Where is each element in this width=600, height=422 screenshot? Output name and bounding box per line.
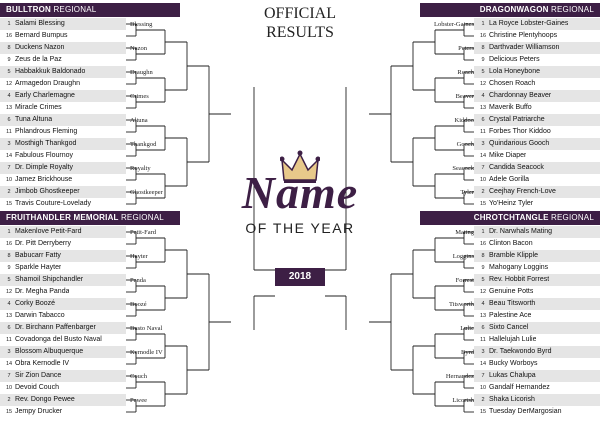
entry-name: Sixto Cancel xyxy=(489,324,529,331)
entry-seed: 2 xyxy=(481,189,485,195)
round1-winner: Tyler xyxy=(460,189,474,196)
round1-winner: Beaver xyxy=(455,93,474,100)
entry-name: Jamez Brickhouse xyxy=(15,176,73,183)
entry-name: Beau Titsworth xyxy=(489,300,536,307)
entry-name: Genuine Potts xyxy=(489,288,534,295)
entry-name: Sparkle Hayter xyxy=(15,264,62,271)
round1-winner: Ghostkeeper xyxy=(130,189,163,196)
entry-name: Tuna Altuna xyxy=(15,116,53,123)
entry-seed: 1 xyxy=(481,21,485,27)
round1-winner: Loggins xyxy=(452,253,474,260)
entry-name: Mosthigh Thankgod xyxy=(15,140,77,147)
entry-row xyxy=(0,54,126,66)
entry-row xyxy=(0,42,126,54)
round1-winner: Busto Naval xyxy=(130,325,163,332)
entry-seed: 1 xyxy=(7,21,11,27)
entry-row xyxy=(474,18,600,30)
entry-row xyxy=(0,226,126,238)
round1-winner: Gooch xyxy=(456,141,474,148)
entry-row xyxy=(0,150,126,162)
entry-row xyxy=(474,198,600,210)
round1-winner: Thankgod xyxy=(130,141,157,148)
entry-row xyxy=(0,162,126,174)
entry-name: Yo'Heinz Tyler xyxy=(489,200,534,207)
entry-seed: 15 xyxy=(5,409,13,415)
round1-winner: Seacock xyxy=(452,165,474,172)
region-header-chrotchtangle xyxy=(420,211,600,225)
entry-row xyxy=(0,174,126,186)
entry-row xyxy=(474,370,600,382)
entry-seed: 12 xyxy=(479,289,487,295)
round1-winner: Royalty xyxy=(130,165,151,172)
entry-seed: 6 xyxy=(7,325,11,331)
region-name: BULLTRON xyxy=(6,5,51,14)
entry-seed: 4 xyxy=(481,93,485,99)
entry-row xyxy=(474,286,600,298)
entry-row xyxy=(0,66,126,78)
entry-name: Dr. Pitt Derryberry xyxy=(15,240,72,247)
entry-row xyxy=(474,186,600,198)
entry-seed: 7 xyxy=(481,165,485,171)
entry-seed: 8 xyxy=(481,253,485,259)
round1-winner: Kernodle IV xyxy=(130,349,163,356)
entry-name: Forbes Thor Kiddoo xyxy=(489,128,551,135)
round1-winner: Titsworth xyxy=(448,301,474,308)
entry-row xyxy=(474,102,600,114)
round1-winner: Lulie xyxy=(460,325,474,332)
entry-row xyxy=(474,66,600,78)
entry-name: Rev. Hobbit Forrest xyxy=(489,276,550,283)
entry-seed: 16 xyxy=(479,241,487,247)
region-name: FRUITHANDLER MEMORIAL xyxy=(6,213,119,222)
entry-seed: 8 xyxy=(7,253,11,259)
entry-name: Gandalf Hernandez xyxy=(489,384,550,391)
entry-row xyxy=(0,114,126,126)
entry-seed: 16 xyxy=(5,33,13,39)
entry-row xyxy=(474,238,600,250)
entry-row xyxy=(0,358,126,370)
entry-seed: 3 xyxy=(481,349,485,355)
entry-seed: 6 xyxy=(481,117,485,123)
entry-seed: 13 xyxy=(479,313,487,319)
title-line-2: RESULTS xyxy=(266,24,334,41)
entry-name: Armagedon Draughn xyxy=(15,80,80,87)
entry-row xyxy=(0,298,126,310)
entry-row xyxy=(474,406,600,418)
entry-name: Tuesday DerMargosian xyxy=(489,408,562,415)
entry-name: Babucarr Fatty xyxy=(15,252,61,259)
entry-row xyxy=(0,334,126,346)
entry-row xyxy=(474,78,600,90)
entry-row xyxy=(474,54,600,66)
round1-winner: Nazon xyxy=(130,45,147,52)
entry-seed: 12 xyxy=(5,289,13,295)
round1-winner: Kiddoo xyxy=(454,117,474,124)
entry-name: Jimbob Ghostkeeper xyxy=(15,188,80,195)
entry-name: La Royce Lobster-Gaines xyxy=(489,20,569,27)
entry-name: Phlandrous Fleming xyxy=(15,128,78,135)
entry-row xyxy=(0,370,126,382)
entry-name: Travis Couture-Lovelady xyxy=(15,200,91,207)
entry-seed: 15 xyxy=(479,201,487,207)
entry-row xyxy=(0,138,126,150)
entry-name: Chardonnay Beaver xyxy=(489,92,552,99)
entry-row xyxy=(0,346,126,358)
entry-seed: 14 xyxy=(479,153,487,159)
entry-row xyxy=(474,310,600,322)
region-header-fruithandler xyxy=(0,211,180,225)
round1-winner: Byrd xyxy=(461,349,474,356)
entry-row xyxy=(0,382,126,394)
entry-name: Crystal Patriarche xyxy=(489,116,545,123)
entry-name: Hallelujah Lulie xyxy=(489,336,537,343)
entry-name: Lola Honeybone xyxy=(489,68,540,75)
entry-row xyxy=(0,18,126,30)
entry-seed: 7 xyxy=(481,373,485,379)
entry-name: Clinton Bacon xyxy=(489,240,533,247)
entry-name: Bernard Bumpus xyxy=(15,32,68,39)
region-suffix: REGIONAL xyxy=(120,213,164,222)
entry-row xyxy=(0,198,126,210)
entry-seed: 5 xyxy=(7,277,11,283)
entry-name: Blossom Albuquerque xyxy=(15,348,84,355)
entry-name: Dr. Dimple Royalty xyxy=(15,164,73,171)
entry-name: Sir Zion Dance xyxy=(15,372,62,379)
entry-seed: 12 xyxy=(479,81,487,87)
entry-row xyxy=(474,30,600,42)
entry-name: Corky Boozé xyxy=(15,300,56,307)
entry-name: Bramble Klipple xyxy=(489,252,539,259)
round1-winner: Petit-Fard xyxy=(130,229,156,236)
round1-winner: Couch xyxy=(130,373,147,380)
entry-seed: 3 xyxy=(7,141,11,147)
entry-name: Palestine Ace xyxy=(489,312,532,319)
entry-seed: 15 xyxy=(479,409,487,415)
logo-script: Name xyxy=(241,167,359,218)
entry-row xyxy=(474,150,600,162)
entry-name: Devoid Couch xyxy=(15,384,59,391)
round1-winner: Crimes xyxy=(130,93,149,100)
entry-name: Darthvader Williamson xyxy=(489,44,560,51)
entry-seed: 14 xyxy=(5,361,13,367)
entry-name: Ceejhay French-Love xyxy=(489,188,556,195)
entry-name: Covadonga del Busto Naval xyxy=(15,336,102,343)
round1-winner: Licorish xyxy=(452,397,474,404)
entry-seed: 13 xyxy=(5,313,13,319)
entry-seed: 5 xyxy=(481,69,485,75)
entry-seed: 7 xyxy=(7,165,11,171)
entry-name: Zeus de la Paz xyxy=(15,56,62,63)
round1-winner: Forrest xyxy=(455,277,474,284)
round1-winner: Pewee xyxy=(130,397,147,404)
entry-seed: 9 xyxy=(481,265,485,271)
entry-seed: 10 xyxy=(479,177,487,183)
round1-winner: Blessing xyxy=(130,21,153,28)
entry-seed: 5 xyxy=(7,69,11,75)
entry-row xyxy=(0,310,126,322)
entry-seed: 13 xyxy=(479,105,487,111)
entry-row xyxy=(0,262,126,274)
entry-seed: 9 xyxy=(7,265,11,271)
entry-name: Fabulous Flournoy xyxy=(15,152,73,159)
round1-winner: Panda xyxy=(130,277,146,284)
entry-row xyxy=(474,298,600,310)
round1-winner: Hayter xyxy=(130,253,148,260)
entry-name: Mike Diaper xyxy=(489,152,527,159)
entry-row xyxy=(474,394,600,406)
entry-row xyxy=(474,382,600,394)
entry-seed: 10 xyxy=(479,385,487,391)
entry-name: Darwin Tabacco xyxy=(15,312,65,319)
entry-row xyxy=(0,186,126,198)
entry-name: Delicious Peters xyxy=(489,56,540,63)
entry-seed: 6 xyxy=(7,117,11,123)
entry-name: Salami Blessing xyxy=(15,20,65,27)
entry-seed: 2 xyxy=(7,189,11,195)
entry-row xyxy=(0,78,126,90)
entry-seed: 11 xyxy=(480,337,486,343)
entry-row xyxy=(0,394,126,406)
entry-row xyxy=(0,250,126,262)
entry-row xyxy=(474,42,600,54)
entry-name: Chosen Roach xyxy=(489,80,536,87)
entry-row xyxy=(474,114,600,126)
entry-seed: 11 xyxy=(480,129,486,135)
entry-row xyxy=(0,126,126,138)
entry-row xyxy=(474,262,600,274)
entry-seed: 14 xyxy=(479,361,487,367)
round1-winner: Peters xyxy=(458,45,474,52)
round1-winner: Lobster-Gaines xyxy=(434,21,474,28)
entry-name: Maverik Buffo xyxy=(489,104,532,111)
round1-winner: Hernandez xyxy=(445,373,474,380)
entry-row xyxy=(474,358,600,370)
entry-name: Dr. Taekwondo Byrd xyxy=(489,348,552,355)
region-header-bulltron xyxy=(0,3,180,17)
entry-seed: 3 xyxy=(481,141,485,147)
entry-name: Bucky Worboys xyxy=(489,360,538,367)
round1-winner: Roach xyxy=(457,69,474,76)
entry-name: Dr. Birchann Paffenbarger xyxy=(15,324,96,331)
entry-row xyxy=(0,322,126,334)
entry-row xyxy=(474,138,600,150)
entry-row xyxy=(474,90,600,102)
entry-seed: 3 xyxy=(7,349,11,355)
entry-seed: 13 xyxy=(5,105,13,111)
entry-name: Mahogany Loggins xyxy=(489,264,549,271)
entry-seed: 2 xyxy=(481,397,485,403)
entry-row xyxy=(0,102,126,114)
year-badge: 2018 xyxy=(275,268,325,286)
entry-name: Rev. Dongo Pewee xyxy=(15,396,75,403)
entry-name: Makenlove Petit-Fard xyxy=(15,228,82,235)
round1-winner: Boozé xyxy=(130,301,147,308)
entry-name: Habbakkuk Baldonado xyxy=(15,68,86,75)
entry-seed: 15 xyxy=(5,201,13,207)
entry-row xyxy=(474,322,600,334)
entry-name: Shamoil Shipchandler xyxy=(15,276,84,283)
entry-name: Miracle Crimes xyxy=(15,104,62,111)
round1-winner: Mating xyxy=(455,229,474,236)
entry-name: Adele Gorilla xyxy=(489,176,530,183)
region-name: CHROTCHTANGLE xyxy=(473,213,549,222)
entry-seed: 12 xyxy=(5,81,13,87)
entry-name: Christine Plentyhoops xyxy=(489,32,558,39)
entry-row xyxy=(474,346,600,358)
entry-seed: 16 xyxy=(5,241,13,247)
entry-row xyxy=(474,274,600,286)
entry-seed: 11 xyxy=(6,129,12,135)
entry-row xyxy=(474,250,600,262)
region-suffix: REGIONAL xyxy=(53,5,97,14)
entry-row xyxy=(474,226,600,238)
entry-name: Dr. Narwhals Mating xyxy=(489,228,553,235)
entry-seed: 9 xyxy=(7,57,11,63)
entry-seed: 10 xyxy=(5,177,13,183)
entry-name: Quindarious Gooch xyxy=(489,140,550,147)
entry-row xyxy=(0,90,126,102)
entry-seed: 4 xyxy=(7,93,11,99)
entry-name: Lukas Chalupa xyxy=(489,372,536,379)
entry-seed: 9 xyxy=(481,57,485,63)
entry-seed: 8 xyxy=(7,45,11,51)
entry-seed: 16 xyxy=(479,33,487,39)
entry-row xyxy=(0,30,126,42)
entry-seed: 1 xyxy=(7,229,11,235)
region-header-dragonwagon xyxy=(420,3,600,17)
region-suffix: REGIONAL xyxy=(551,5,594,14)
region-name: DRAGONWAGON xyxy=(479,5,549,14)
entry-name: Early Charlemagne xyxy=(15,92,75,99)
round1-winner: Draughn xyxy=(130,69,153,76)
page-title xyxy=(250,4,350,42)
round1-winner: Altuna xyxy=(130,117,148,124)
entry-name: Candida Seacock xyxy=(489,164,544,171)
entry-name: Dr. Megha Panda xyxy=(15,288,70,295)
entry-row xyxy=(474,174,600,186)
entry-seed: 5 xyxy=(481,277,485,283)
entry-seed: 4 xyxy=(7,301,11,307)
entry-name: Duckens Nazon xyxy=(15,44,65,51)
entry-row xyxy=(474,126,600,138)
entry-seed: 14 xyxy=(5,153,13,159)
entry-row xyxy=(0,286,126,298)
region-suffix: REGIONAL xyxy=(551,213,594,222)
entry-seed: 11 xyxy=(6,337,12,343)
entry-name: Obra Kernodle IV xyxy=(15,360,70,367)
entry-row xyxy=(0,274,126,286)
entry-row xyxy=(474,334,600,346)
entry-seed: 2 xyxy=(7,397,11,403)
entry-seed: 10 xyxy=(5,385,13,391)
entry-seed: 1 xyxy=(481,229,485,235)
entry-name: Shaka Licorish xyxy=(489,396,535,403)
entry-seed: 8 xyxy=(481,45,485,51)
entry-name: Jempy Drucker xyxy=(15,408,63,415)
entry-seed: 4 xyxy=(481,301,485,307)
title-line-1: OFFICIAL xyxy=(263,5,336,22)
logo-subtitle: OF THE YEAR xyxy=(245,220,355,236)
entry-row xyxy=(0,238,126,250)
entry-row xyxy=(474,162,600,174)
entry-seed: 7 xyxy=(7,373,11,379)
entry-seed: 6 xyxy=(481,325,485,331)
entry-row xyxy=(0,406,126,418)
